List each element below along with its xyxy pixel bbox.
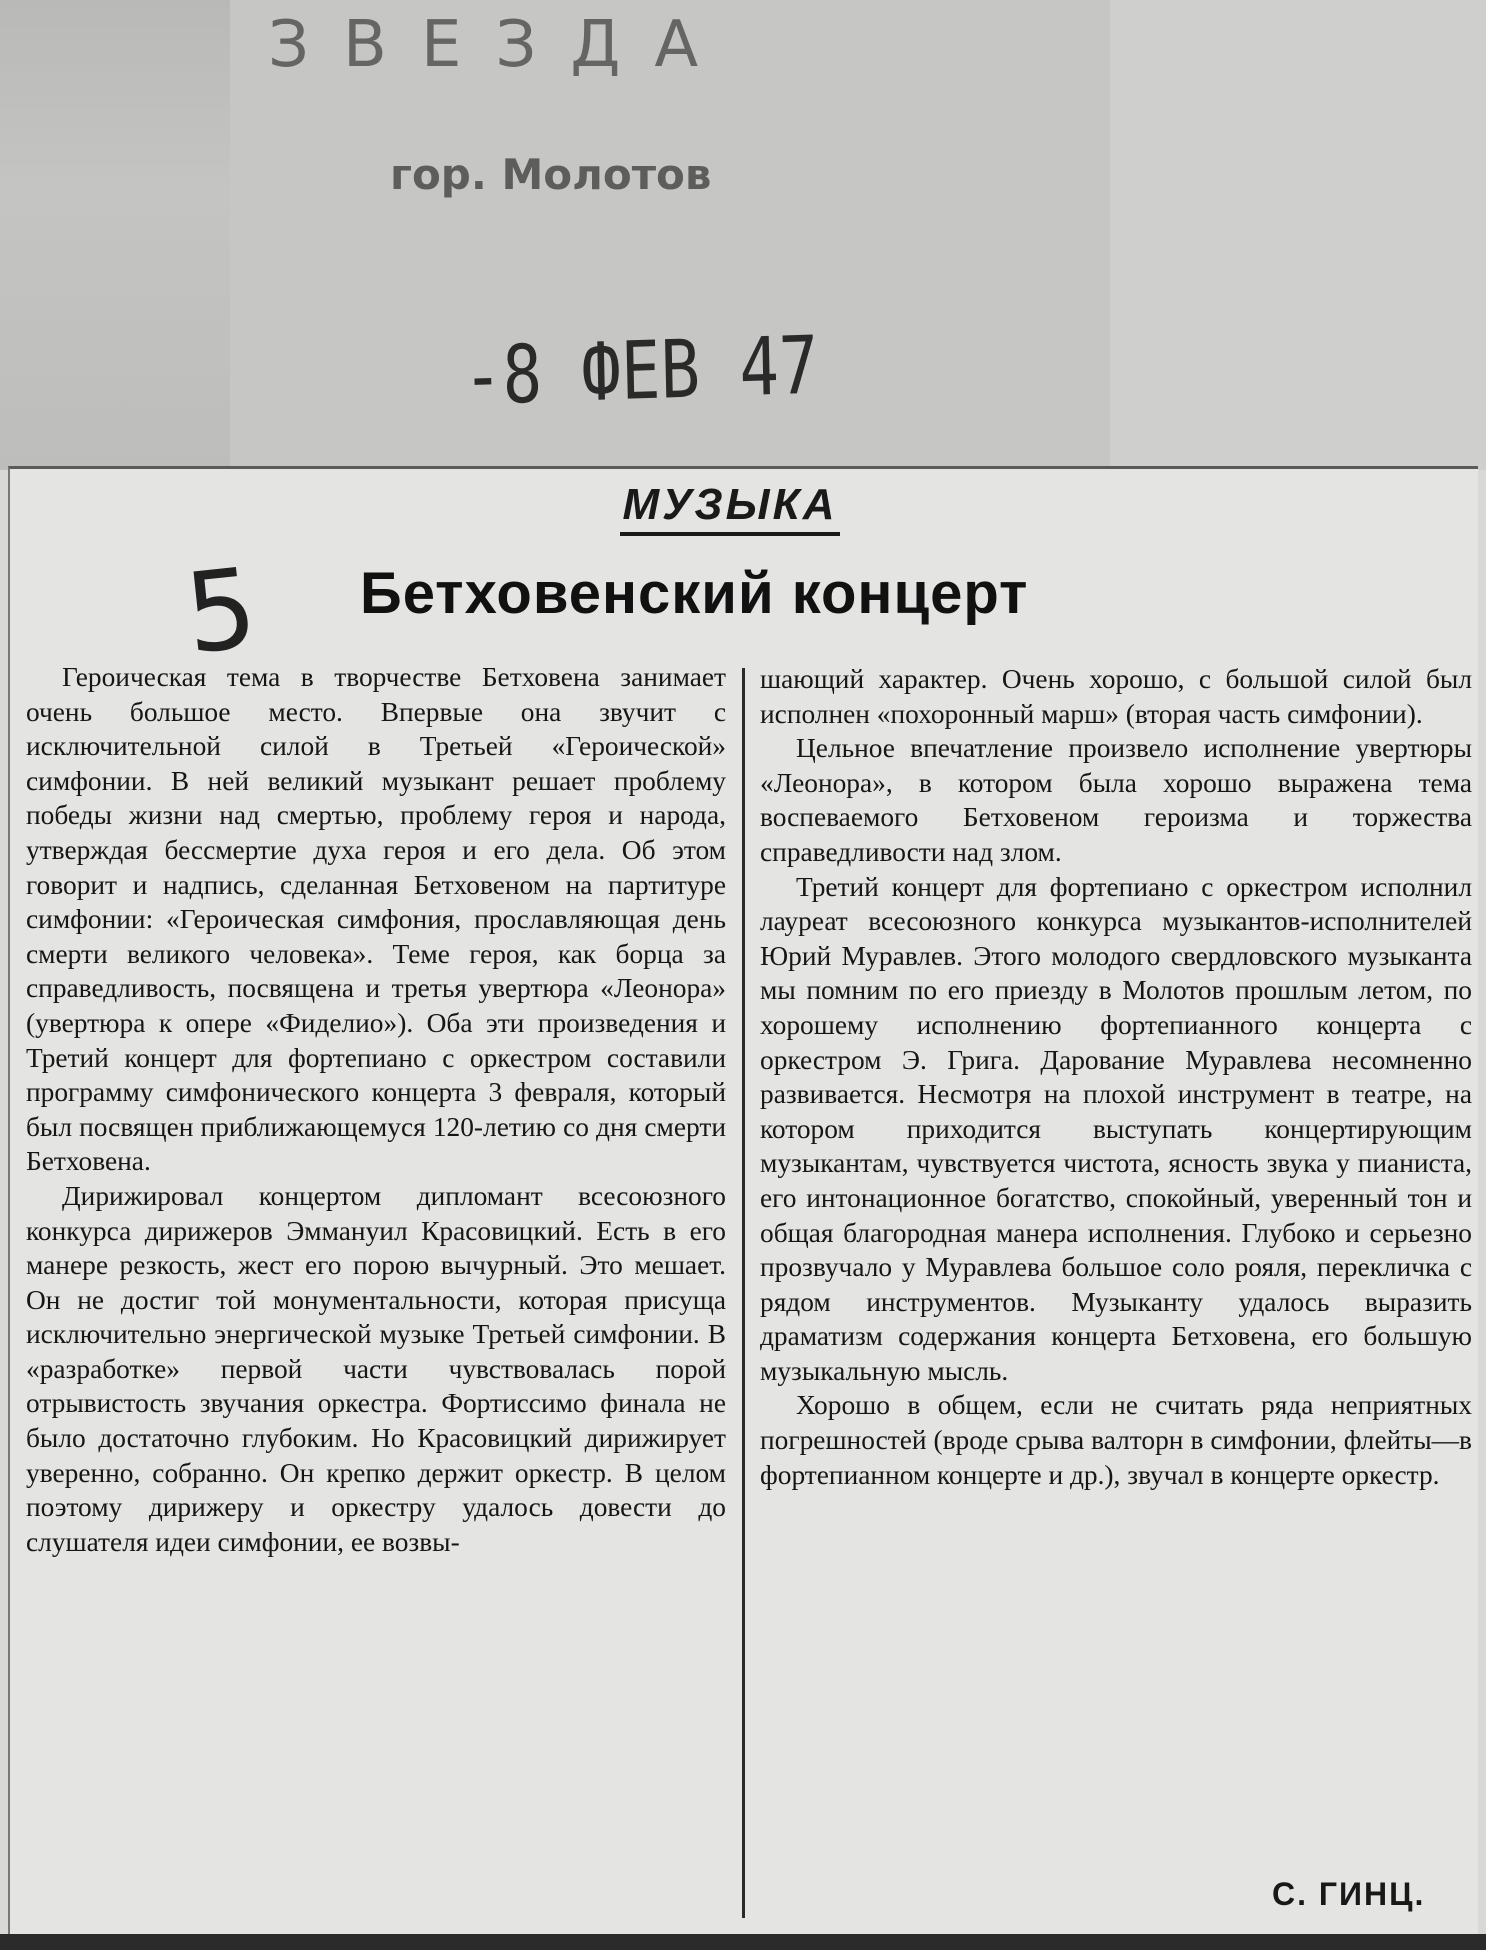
stamp-newspaper-name: ЗВЕЗДА [268, 8, 733, 82]
article-left-column [26, 660, 726, 1559]
stamp-city: гор. Молотов [390, 150, 712, 199]
paragraph: Третий концерт для фортепиано с оркестром исполнил лауреат всесоюзного конкурса музыкантов-исполнителей Юрий Муравлев. Этого молодого свердловского музыканта мы помним по его приезду в Молотов прошлым летом, по хорошему исполнению фортепианного концерта с оркестром Э. Грига. Дарование Муравлева несомненно развивается. Несмотря на плохой инструмент в театре, на котором приходится выступать концертирующим музыкантам, чувствуется чистота, ясность звука у пианиста, его интонационное богатство, спокойный, уверенный тон и общая благородная манера исполнения. Глубоко и серьезно прозвучало у Муравлева большое соло рояля, перекличка с рядом инструментов. Музыканту удалось выразить драматизм содержания концерта Бетховена, его большую музыкальную мысль. [760, 871, 1472, 1386]
date-stamp: -8 ФЕВ 47 [462, 318, 820, 423]
handwritten-page-number: 5 [179, 543, 263, 679]
author-signature: С. ГИНЦ. [1272, 1876, 1426, 1912]
article-right-column [760, 662, 1472, 1492]
section-rubric: МУЗЫКА [620, 480, 840, 536]
bottom-edge [0, 1934, 1486, 1950]
paragraph: Героическая тема в творчестве Бетховена занимает очень большое место. Впервые она звучит с исключительной силой в Третьей «Героической» симфонии. В ней великий музыкант решает проблему победы жизни над смертью, проблему героя и народа, утверждая бессмертие духа героя и его дела. Об этом говорит и надпись, сделанная Бетховеном на партитуре симфонии: «Героическая симфония, прославляющая день смерти великого человека». Теме героя, как борца за справедливость, посвящена и третья увертюра «Леонора» (увертюра к опере «Фиделио»). Оба эти произведения и Третий концерт для фортепиано с оркестром составили программу симфонического концерта 3 февраля, который был посвящен приближающемуся 120-летию со дня смерти Бетховена. [26, 662, 726, 1177]
paragraph: шающий характер. Очень хорошо, с большой силой был исполнен «похоронный марш» (вторая часть симфонии). [760, 664, 1472, 729]
paragraph: Дирижировал концертом дипломант всесоюзного конкурса дирижеров Эммануил Красовицкий. Есть в его манере резкость, жест его порою вычурный. Это мешает. Он не достиг той монументальности, которая присуща исключительно энергической музыке Третьей симфонии. В «разработке» первой части чувствовалась порой отрывистость звучания оркестра. Фортиссимо финала не было достаточно глубоким. Но Красовицкий дирижирует уверенно, собранно. Он крепко держит оркестр. В целом поэтому дирижеру и оркестру удалось довести до слушателя идеи симфонии, ее возвы- [26, 1180, 726, 1557]
paragraph: Цельное впечатление произвело исполнение увертюры «Леонора», в котором была хорошо выражена тема воспеваемого Бетховеном героизма и торжества справедливости над злом. [760, 733, 1472, 867]
backing-sheet-right [1110, 0, 1486, 470]
article-title: Бетховенский концерт [360, 561, 1029, 626]
column-divider [742, 668, 745, 1918]
paragraph: Хорошо в общем, если не считать ряда неприятных погрешностей (вроде срыва валторн в симфонии, флейты—в фортепианном концерте и др.), звучал в концерте оркестр. [760, 1390, 1472, 1490]
